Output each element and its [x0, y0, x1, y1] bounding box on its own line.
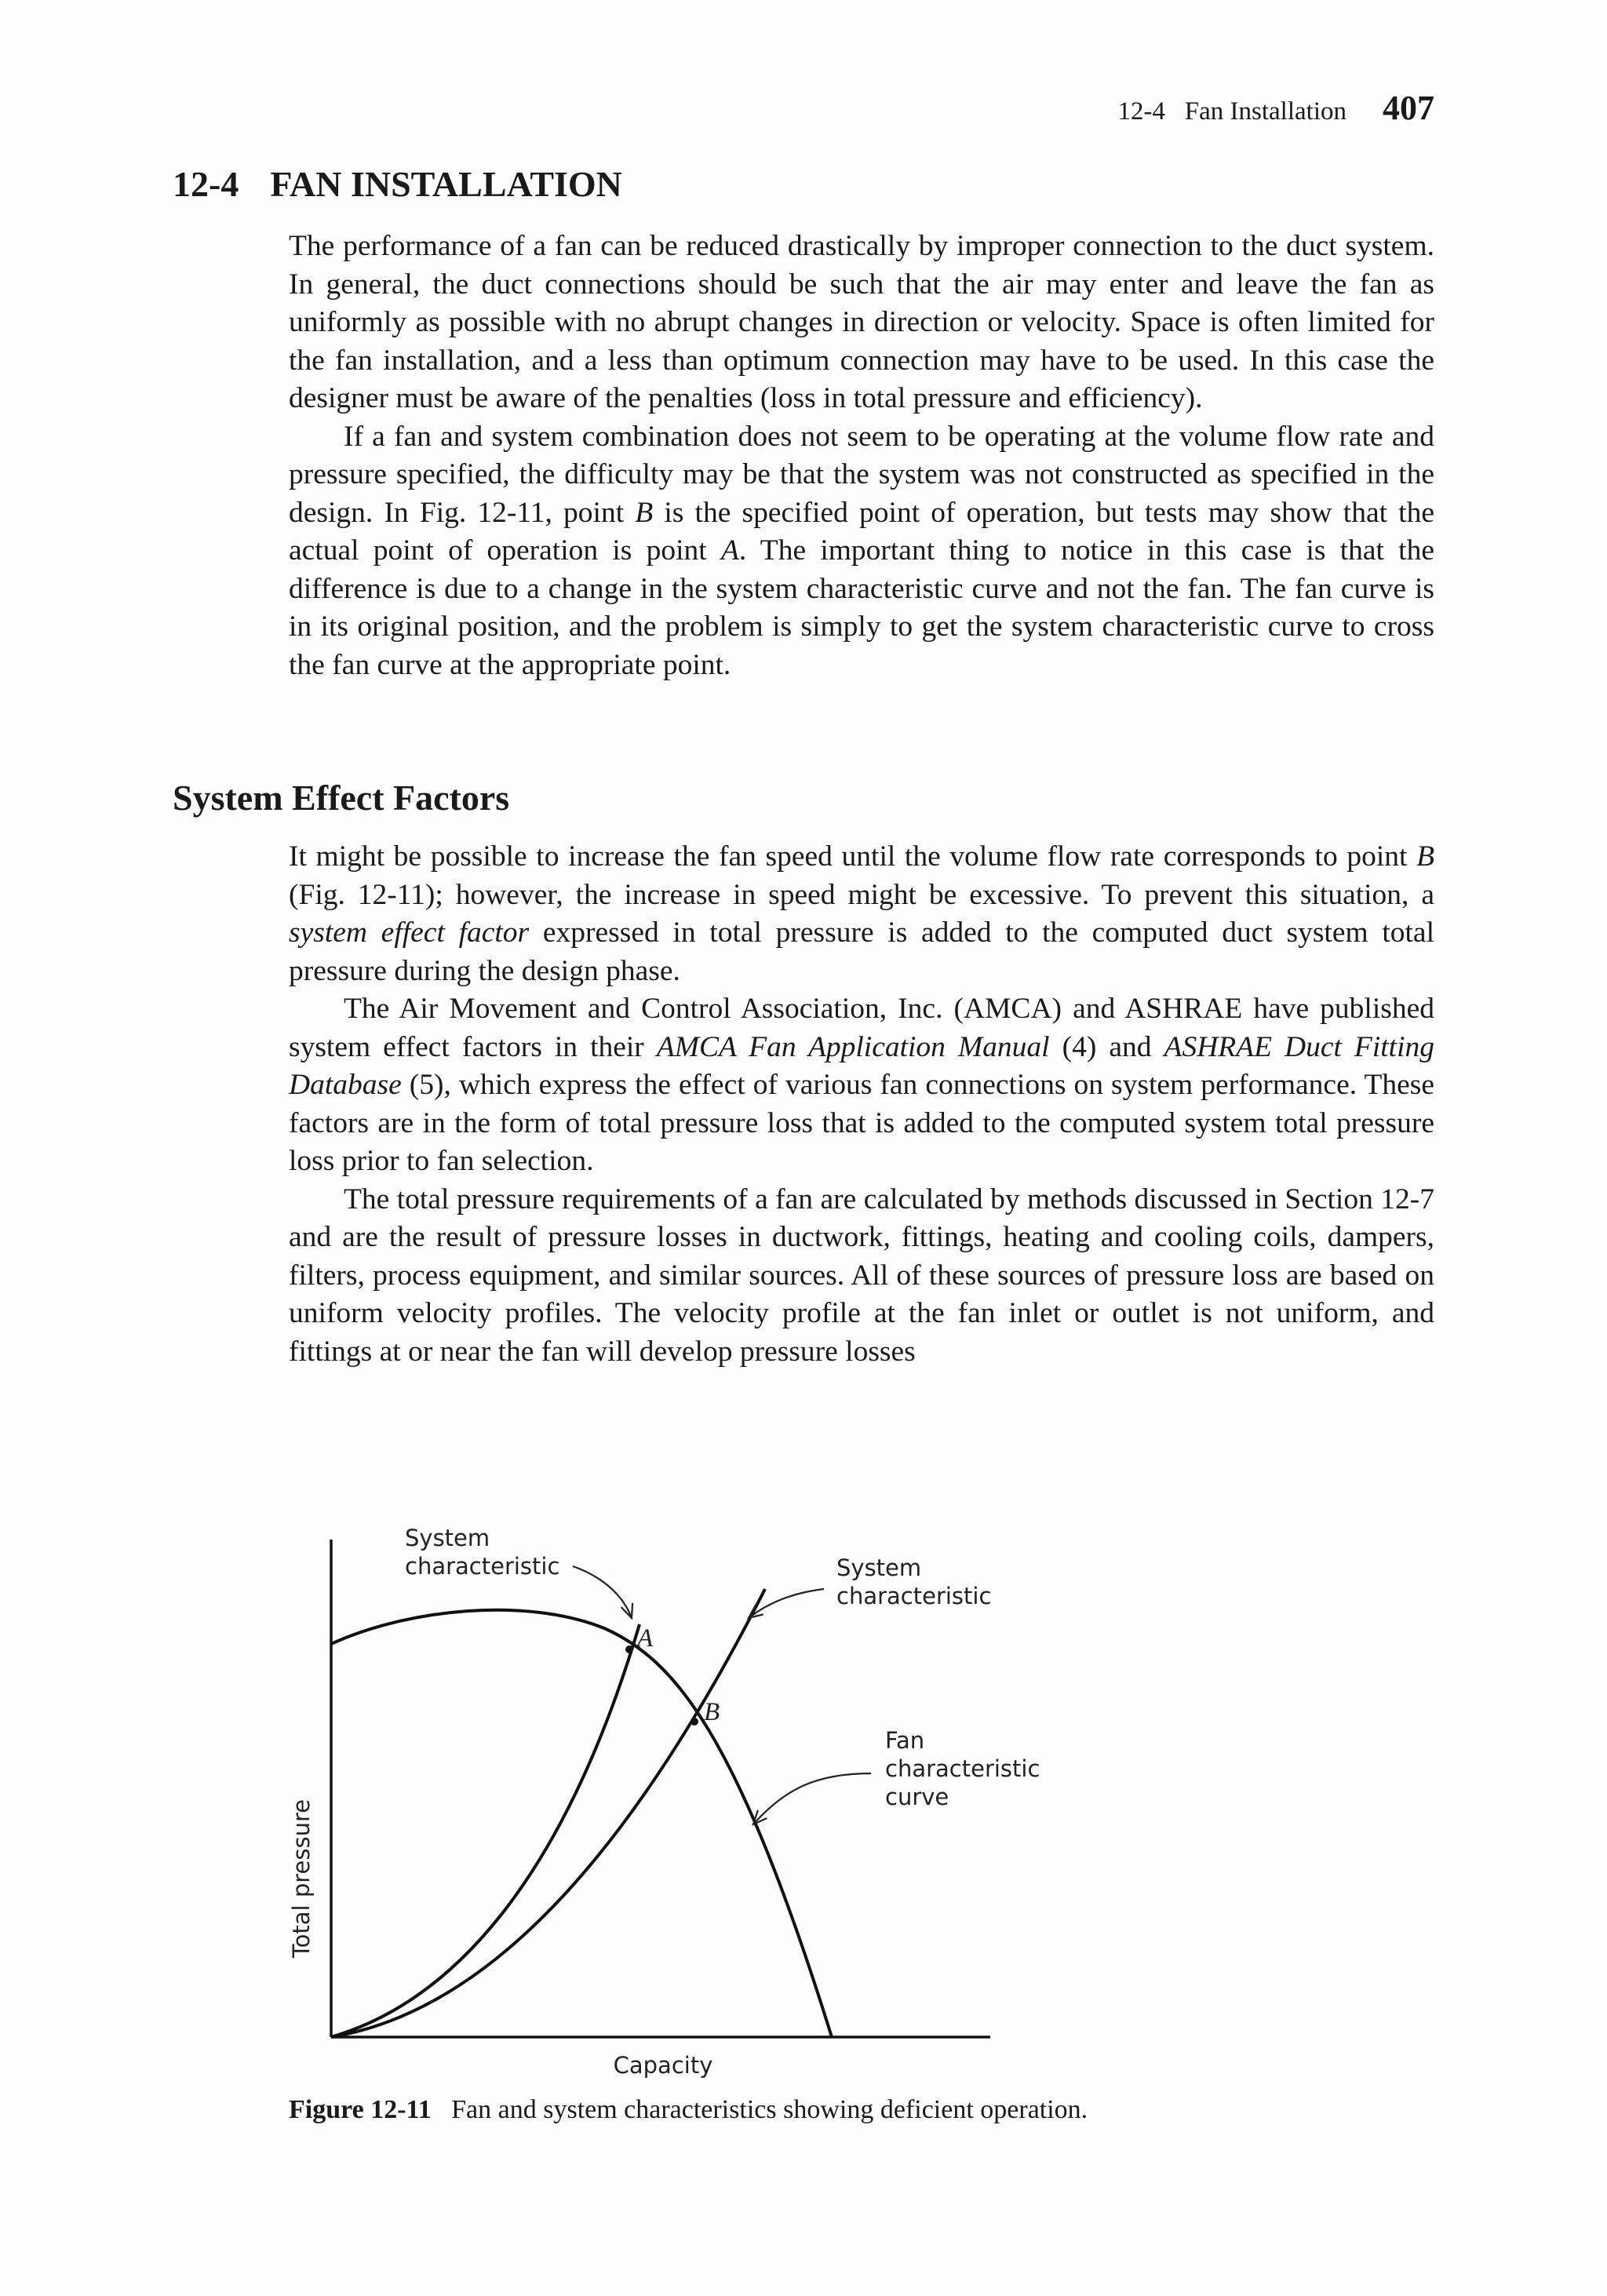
paragraph: The total pressure requirements of a fan are calculated by methods discussed in Section 12-7 and are the result of pressure losses in ductwork, fittings, heating and cooling coils, dampers, filters, process equipment, and similar sources. All of these sources of pressure loss are based on uniform velocity profiles. The velocity profile at the fan inlet or outlet is not uniform, and fittings at or near the fan will develop pressure losses — [289, 1183, 1434, 1368]
paragraph: The Air Movement and Control Association, Inc. (AMCA) and ASHRAE have published system effect factors in their AMCA Fan Application Manual (4) and ASHRAE Duct Fitting Database (5), which express the effect of various fan connections on system performance. These factors are in the form of total pressure loss that is added to the computed system total pressure loss prior to fan selection. — [289, 993, 1434, 1177]
figure-12-11 — [267, 1514, 1083, 2079]
leader-arrow-system-right — [749, 1589, 824, 1618]
point-ref: A — [720, 534, 739, 567]
x-axis-label: Capacity — [613, 2052, 713, 2079]
figure-caption — [289, 2095, 1088, 2125]
point-ref: B — [635, 496, 654, 529]
system-curve-a — [331, 1624, 640, 2037]
subsection-heading: System Effect Factors — [173, 778, 510, 818]
section-body — [289, 228, 1434, 684]
section-number: 12-4 — [173, 164, 239, 204]
leader-arrow-system-left — [573, 1566, 632, 1618]
point-a-marker — [625, 1645, 633, 1653]
point-ref: B — [1416, 840, 1434, 873]
point-b-marker — [691, 1718, 698, 1726]
label-fan-characteristic-curve: Fan characteristic curve — [885, 1727, 1040, 1810]
leader-arrow-fan — [753, 1773, 871, 1824]
page-number: 407 — [1383, 89, 1434, 127]
reference-title: AMCA Fan Application Manual — [656, 1030, 1050, 1063]
figure-caption-label: Figure 12-11 — [289, 2095, 432, 2124]
y-axis-label: Total pressure — [288, 1799, 315, 1959]
label-system-characteristic-left: System characteristic — [405, 1525, 560, 1580]
system-curve-b — [331, 1589, 765, 2037]
section-heading — [173, 163, 622, 205]
fan-characteristic-curve — [331, 1610, 832, 2037]
paragraph: The performance of a fan can be reduced drastically by improper connection to the duct system. In general, the duct connections should be such that the air may enter and leave the fan as uniformly as possible with no abrupt changes in direction or velocity. Space is often limited for the fan installation, and a less than optimum connection may have to be used. In this case the designer must be aware of the penalties (loss in total pressure and efficiency). — [289, 230, 1434, 414]
point-a-label: A — [637, 1624, 654, 1653]
subsection-body — [289, 838, 1434, 1371]
running-head — [1118, 88, 1434, 128]
figure-caption-text: Fan and system characteristics showing deficient operation. — [451, 2095, 1088, 2124]
reference-title: ASHRAE Duct Fitting Database — [289, 1030, 1434, 1101]
term: system effect factor — [289, 917, 530, 949]
label-system-characteristic-right: System characteristic — [836, 1554, 992, 1609]
paragraph: If a fan and system combination does not seem to be operating at the volume flow rate and pressure specified, the difficulty may be that the system was not constructed as specified in the design. In Fig. 12-11, point B is the specified point of operation, but tests may show that the actual point of operation is point A. The important thing to notice in this case is that the difference is due to a change in the system characteristic curve and not the fan. The fan curve is in its original position, and the problem is simply to get the system characteristic curve to cross the fan curve at the appropriate point. — [289, 420, 1434, 681]
section-title: FAN INSTALLATION — [270, 164, 622, 204]
point-b-label: B — [704, 1698, 720, 1726]
paragraph: It might be possible to increase the fan speed until the volume flow rate corresponds to point B (Fig. 12-11); however, the increase in speed might be excessive. To prevent this situation, a system effect factor expressed in total pressure is added to the computed duct system total pressure during the design phase. — [289, 840, 1434, 987]
fan-system-diagram — [267, 1514, 1083, 2079]
running-head-section: 12-4 Fan Installation — [1117, 97, 1346, 126]
